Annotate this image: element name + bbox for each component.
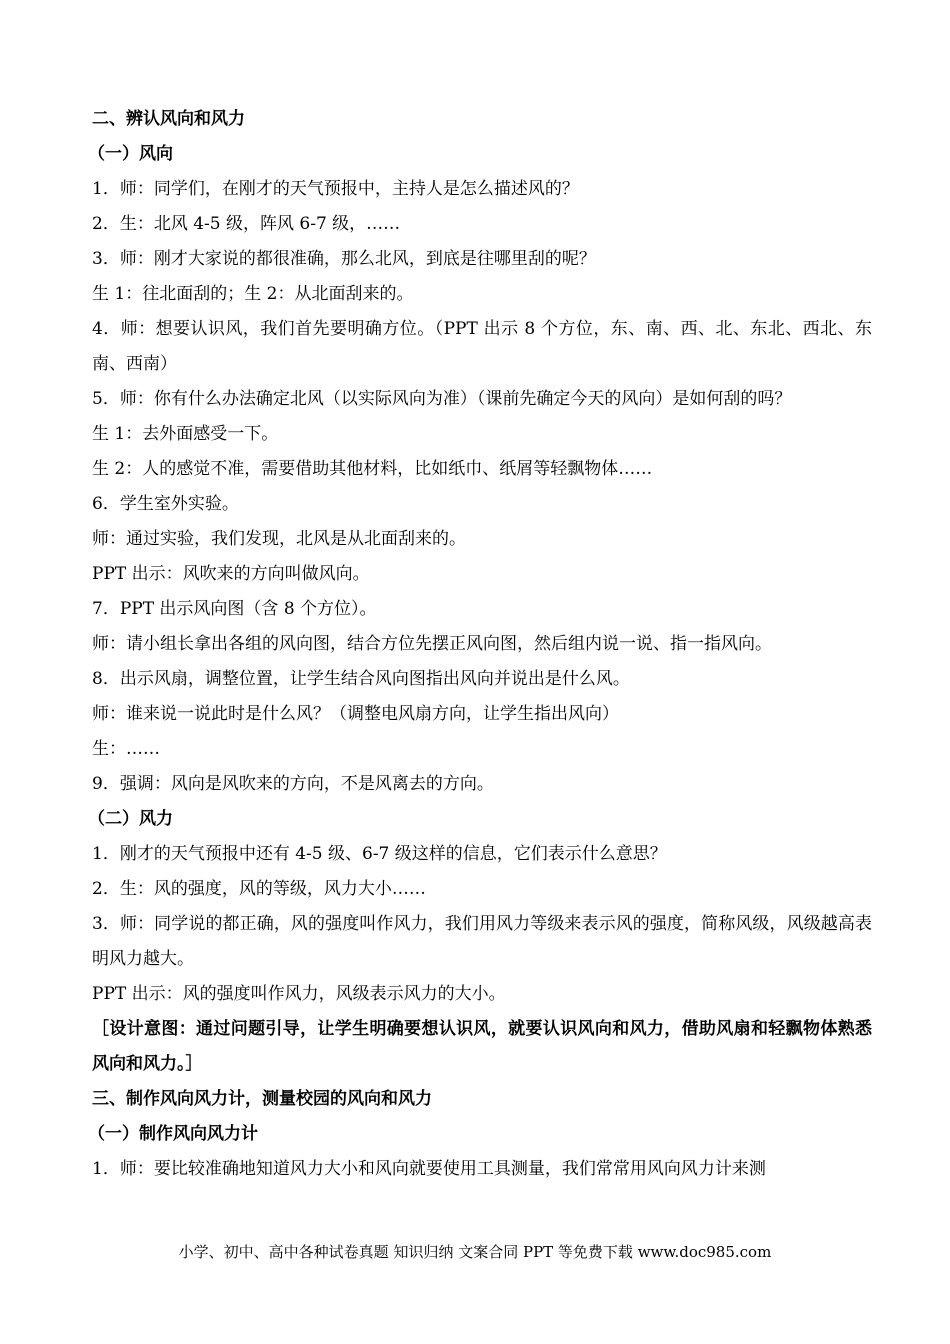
- paragraph: 2．生：风的强度，风的等级，风力大小……: [92, 879, 426, 899]
- document-body: [88, 102, 872, 1187]
- paragraph: 师：请小组长拿出各组的风向图，结合方位先摆正风向图，然后组内说一说、指一指风向。: [92, 634, 772, 654]
- paragraph: 3．师：刚才大家说的都很准确，那么北风，到底是往哪里刮的呢？: [92, 249, 596, 269]
- paragraph: 师：谁来说一说此时是什么风？（调整电风扇方向，让学生指出风向）: [92, 704, 619, 724]
- paragraph: PPT 出示：风的强度叫作风力，风级表示风力的大小。: [92, 984, 506, 1004]
- paragraph: PPT 出示：风吹来的方向叫做风向。: [92, 564, 370, 584]
- paragraph: 1．师：要比较准确地知道风力大小和风向就要使用工具测量，我们常常用风向风力计来测: [92, 1159, 766, 1179]
- paragraph: 1．刚才的天气预报中还有 4-5 级、6-7 级这样的信息，它们表示什么意思？: [92, 844, 667, 864]
- paragraph: 4．师：想要认识风，我们首先要明确方位。（PPT 出示 8 个方位，东、南、西、北、东北、西北、东南、西南）: [92, 319, 872, 374]
- section-heading: 二、辨认风向和风力: [92, 109, 245, 129]
- paragraph: 7．PPT 出示风向图（含 8 个方位）。: [92, 599, 377, 619]
- section-heading: 三、制作风向风力计，测量校园的风向和风力: [92, 1089, 432, 1109]
- design-intent-note: ［设计意图：通过问题引导，让学生明确要想认识风，就要认识风向和风力，借助风扇和轻飘物体熟悉风向和风力。］: [92, 1019, 872, 1074]
- paragraph: 8．出示风扇，调整位置，让学生结合风向图指出风向并说出是什么风。: [92, 669, 630, 689]
- paragraph: 2．生：北风 4-5 级，阵风 6-7 级，……: [92, 214, 401, 234]
- subsection-heading: （二）风力: [88, 809, 173, 829]
- paragraph: 生：……: [92, 739, 160, 759]
- paragraph: 6．学生室外实验。: [92, 494, 239, 514]
- page-footer: 小学、初中、高中各种试卷真题 知识归纳 文案合同 PPT 等免费下载 www.doc985.com: [178, 1243, 772, 1261]
- paragraph: 师：通过实验，我们发现，北风是从北面刮来的。: [92, 529, 466, 549]
- paragraph: 9．强调：风向是风吹来的方向，不是风离去的方向。: [92, 774, 494, 794]
- paragraph: 生 1：往北面刮的；生 2：从北面刮来的。: [92, 284, 414, 304]
- paragraph: 生 2：人的感觉不准，需要借助其他材料，比如纸巾、纸屑等轻飘物体……: [92, 459, 653, 479]
- paragraph: 3．师：同学说的都正确，风的强度叫作风力，我们用风力等级来表示风的强度，简称风级，风级越高表明风力越大。: [92, 914, 872, 969]
- subsection-heading: （一）风向: [88, 144, 173, 164]
- subsection-heading: （一）制作风向风力计: [88, 1124, 258, 1144]
- paragraph: 5．师：你有什么办法确定北风（以实际风向为准）（课前先确定今天的风向）是如何刮的吗？: [92, 389, 792, 409]
- paragraph: 生 1：去外面感受一下。: [92, 424, 279, 444]
- paragraph: 1．师：同学们，在刚才的天气预报中，主持人是怎么描述风的？: [92, 179, 579, 199]
